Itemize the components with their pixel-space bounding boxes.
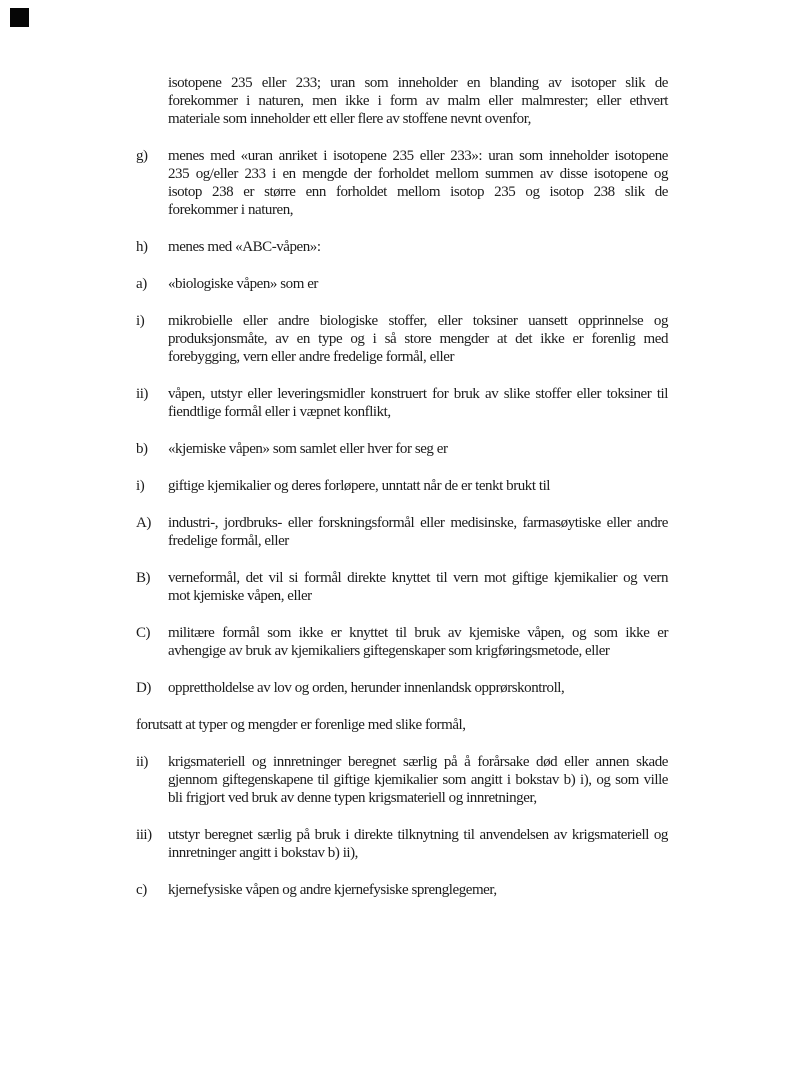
list-item-label xyxy=(136,74,168,128)
paragraph-text xyxy=(168,679,668,697)
document-content xyxy=(136,74,668,918)
text-line: innretninger angitt i bokstav b) ii), xyxy=(168,845,358,861)
text-line: krigsmateriell og innretninger beregnet særlig på å forårsake død eller annen skade xyxy=(168,754,668,770)
paragraph-b-i-A xyxy=(136,514,668,550)
paragraph-b-ii xyxy=(136,753,668,807)
text-line: våpen, utstyr eller leveringsmidler konstruert for bruk av slike stoffer eller toksiner til xyxy=(168,386,668,402)
list-item-label: iii) xyxy=(136,827,152,843)
list-item-label: g) xyxy=(136,148,148,164)
paragraph-text xyxy=(168,238,668,256)
text-line: opprettholdelse av lov og orden, herunder innenlandsk opprørskontroll, xyxy=(168,680,565,696)
paragraph-text xyxy=(168,569,668,605)
paragraph-text xyxy=(168,753,668,807)
text-line: forutsatt at typer og mengder er forenlige med slike formål, xyxy=(136,717,466,733)
text-line: «biologiske våpen» som er xyxy=(168,276,318,292)
list-item-label: b) xyxy=(136,441,148,457)
text-line: fiendtlige formål eller i væpnet konflikt, xyxy=(168,404,391,420)
list-item-label: a) xyxy=(136,276,147,292)
text-line: 235 og/eller 233 i en mengde der forholdet mellom summen av disse isotopene og xyxy=(168,166,668,182)
list-item-label: h) xyxy=(136,239,148,255)
text-line: industri-, jordbruks- eller forskningsformål eller medisinske, farmasøytiske eller andre xyxy=(168,515,668,531)
paragraph-proviso xyxy=(136,716,668,734)
paragraph-a-i xyxy=(136,312,668,366)
text-line: produksjonsmåte, av en type og i så store mengder at det ikke er forenlig med xyxy=(168,331,668,347)
paragraph-text xyxy=(168,312,668,366)
paragraph-text xyxy=(168,440,668,458)
paragraph-text xyxy=(168,624,668,660)
text-line: materiale som inneholder ett eller flere av stoffene nevnt ovenfor, xyxy=(168,111,531,127)
list-item-label: c) xyxy=(136,882,147,898)
text-line: menes med «uran anriket i isotopene 235 eller 233»: uran som inneholder isotopene xyxy=(168,148,668,164)
list-item-label: C) xyxy=(136,625,151,641)
list-item-label: ii) xyxy=(136,754,148,770)
paragraph-text xyxy=(136,716,668,734)
text-line: avhengige av bruk av kjemikaliers giftegenskaper som krigføringsmetode, eller xyxy=(168,643,610,659)
text-line: isotopene 235 eller 233; uran som inneholder en blanding av isotoper slik de xyxy=(168,75,668,91)
paragraph-c xyxy=(136,881,668,899)
scan-artifact-mark xyxy=(10,8,29,27)
text-line: kjernefysiske våpen og andre kjernefysiske sprenglegemer, xyxy=(168,882,497,898)
paragraph-text xyxy=(168,275,668,293)
paragraph-g xyxy=(136,147,668,219)
paragraph-a-ii xyxy=(136,385,668,421)
paragraph-text xyxy=(168,385,668,421)
list-item-label: ii) xyxy=(136,386,148,402)
paragraph-b-iii xyxy=(136,826,668,862)
text-line: utstyr beregnet særlig på bruk i direkte tilknytning til anvendelsen av krigsmateriell og xyxy=(168,827,668,843)
text-line: forebygging, vern eller andre fredelige formål, eller xyxy=(168,349,455,365)
text-line: forekommer i naturen, men ikke i form av malm eller malmrester; eller ethvert xyxy=(168,93,668,109)
text-line: verneformål, det vil si formål direkte knyttet til vern mot giftige kjemikalier og vern xyxy=(168,570,668,586)
paragraph-text xyxy=(168,147,668,219)
list-item-label: i) xyxy=(136,313,145,329)
paragraph-text xyxy=(168,826,668,862)
text-line: giftige kjemikalier og deres forløpere, unntatt når de er tenkt brukt til xyxy=(168,478,551,494)
paragraph-continuation xyxy=(136,74,668,128)
text-line: bli frigjort ved bruk av denne typen krigsmateriell og innretninger, xyxy=(168,790,537,806)
paragraph-b xyxy=(136,440,668,458)
text-line: gjennom giftegenskapene til giftige kjemikalier som angitt i bokstav b) i), og som ville xyxy=(168,772,668,788)
text-line: mot kjemiske våpen, eller xyxy=(168,588,312,604)
paragraph-b-i-C xyxy=(136,624,668,660)
paragraph-text xyxy=(168,881,668,899)
list-item-label: B) xyxy=(136,570,151,586)
paragraph-b-i xyxy=(136,477,668,495)
text-line: fredelige formål, eller xyxy=(168,533,289,549)
list-item-label: A) xyxy=(136,515,151,531)
text-line: «kjemiske våpen» som samlet eller hver for seg er xyxy=(168,441,448,457)
paragraph-text xyxy=(168,74,668,128)
text-line: militære formål som ikke er knyttet til bruk av kjemiske våpen, og som ikke er xyxy=(168,625,668,641)
list-item-label: D) xyxy=(136,680,151,696)
paragraph-b-i-B xyxy=(136,569,668,605)
text-line: isotop 238 er større enn forholdet mellom isotop 235 og isotop 238 slik de xyxy=(168,184,668,200)
paragraph-text xyxy=(168,514,668,550)
paragraph-a xyxy=(136,275,668,293)
text-line: forekommer i naturen, xyxy=(168,202,294,218)
paragraph-text xyxy=(168,477,668,495)
paragraph-h xyxy=(136,238,668,256)
list-item-label: i) xyxy=(136,478,145,494)
text-line: menes med «ABC-våpen»: xyxy=(168,239,321,255)
paragraph-b-i-D xyxy=(136,679,668,697)
text-line: mikrobielle eller andre biologiske stoffer, eller toksiner uansett opprinnelse og xyxy=(168,313,668,329)
